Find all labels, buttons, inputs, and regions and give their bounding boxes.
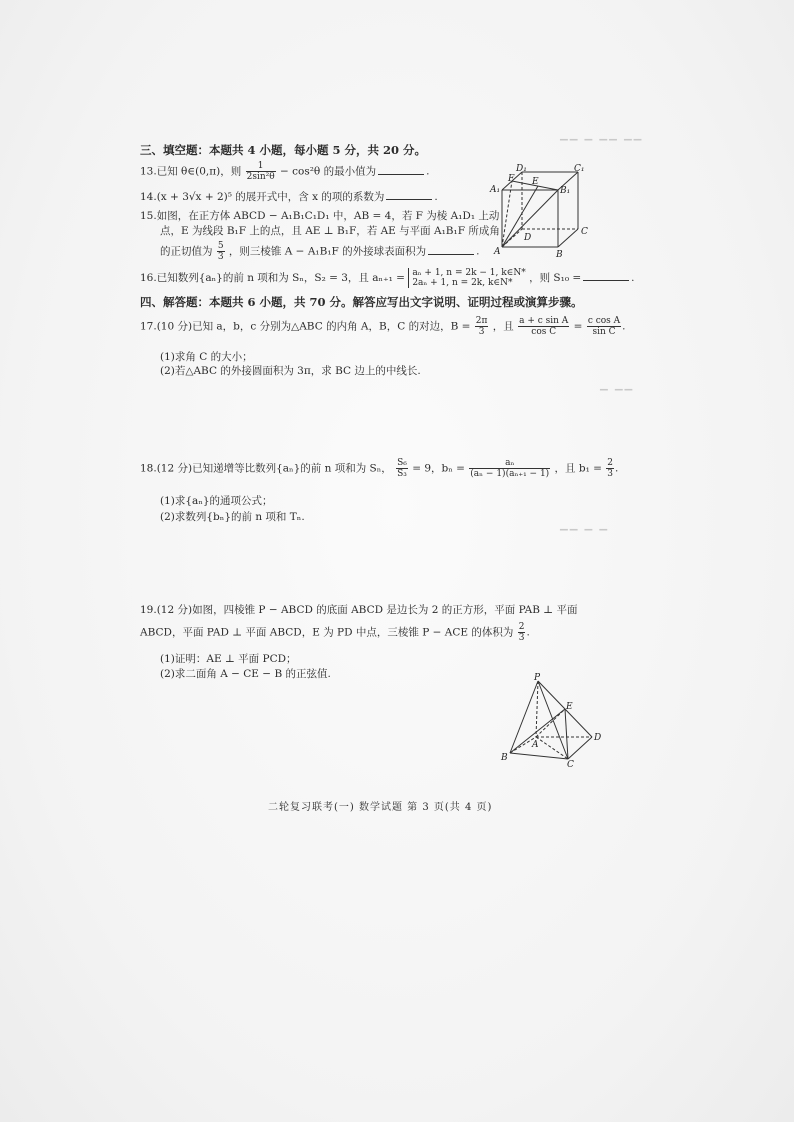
q18-fraction-b1: $\frac{2}{3}$	[607, 458, 614, 479]
q18-fraction-s: $\frac{\text{S₆}}{\text{S₃}}$	[397, 458, 407, 479]
q17-period: .	[622, 320, 626, 333]
question-17	[140, 316, 626, 337]
q17-fraction-b: $\frac{2\pi}{3}$	[475, 316, 488, 337]
question-15-line1: 15.如图，在正方体 ABCD − A₁B₁C₁D₁ 中，AB = 4，若 F 为棱 A₁D₁ 上动	[140, 210, 500, 222]
question-13: 13.已知 θ∈(0,π)，则 $\frac{1}{\text{2sin²θ}}$ − cos²θ 的最小值为 .	[140, 161, 430, 182]
cube-label-c: C	[581, 227, 588, 237]
question-18	[140, 458, 618, 479]
q13-text-b: − cos²θ 的最小值为	[279, 165, 377, 178]
q18-text-c: ，且 b₁ =	[554, 462, 602, 475]
pyramid-label-e: E	[566, 702, 573, 712]
q14-answer-blank	[386, 190, 432, 200]
pyramid-figure	[498, 673, 608, 768]
q13-text-a: 13.已知 θ∈(0,π)，则	[140, 165, 242, 178]
q19-fraction: $\frac{2}{3}$	[518, 622, 525, 643]
q18-fraction-bn: $\frac{\text{aₙ}}{\text{(aₙ − 1)(aₙ₊₁ − 1)}}$	[470, 458, 550, 479]
bleed-through-marks: ▁▁ ▁ ▁	[560, 520, 610, 531]
q17-text-b: ，且	[492, 320, 514, 333]
section3-header: 三、填空题：本题共 4 小题，每小题 5 分，共 20 分。	[140, 143, 427, 157]
section4-header: 四、解答题：本题共 6 小题，共 70 分。解答应写出文字说明、证明过程或演算步骤。	[140, 295, 583, 309]
q13-answer-blank	[378, 165, 424, 175]
q16-piecewise: aₙ + 1, n = 2k − 1, k∈N* 2aₙ + 1, n = 2k, k∈N*	[408, 268, 525, 288]
q16-text-b: ，则 S₁₀ =	[529, 272, 582, 284]
page-footer: 二轮复习联考(一) 数学试题 第 3 页(共 4 页)	[268, 802, 493, 813]
cube-label-c1: C₁	[574, 164, 585, 174]
bleed-through-marks: ▁▁ ▁ ▁▁ ▁▁	[560, 130, 644, 141]
q17-fraction-lhs: $\frac{\text{a + c sin A}}{\text{cos C}}$	[519, 316, 569, 337]
q18-part2: (2)求数列{bₙ}的前 n 项和 Tₙ.	[160, 511, 305, 523]
pyramid-label-d: D	[594, 733, 602, 743]
q15-answer-blank	[428, 245, 474, 255]
q18-part1: (1)求{aₙ}的通项公式；	[160, 495, 273, 507]
cube-label-b: B	[556, 250, 563, 260]
q15-text-b: ，则三棱锥 A − A₁B₁F 的外接球表面积为	[228, 245, 427, 258]
question-16: 16.已知数列{aₙ}的前 n 项和为 Sₙ，S₂ = 3，且 aₙ₊₁ = aₙ + 1, n = 2k − 1, k∈N* 2aₙ + 1, n = 2k, k∈N* ，则 S₁₀ = .	[140, 268, 635, 288]
question-15-line2: 点，E 为线段 B₁F 上的点，且 AE ⊥ B₁F，若 AE 与平面 A₁B₁F 所成角	[160, 225, 500, 237]
question-15-line3: 的正切值为 $\frac{5}{3}$ ，则三棱锥 A − A₁B₁F 的外接球表面积为 .	[160, 241, 480, 262]
q19-period: .	[526, 626, 530, 639]
pyramid-label-b: B	[501, 753, 508, 763]
cube-label-d: D	[524, 233, 532, 243]
cube-label-f: F	[508, 174, 515, 184]
q15-text-a: 的正切值为	[160, 245, 213, 258]
cube-label-a: A	[494, 247, 501, 257]
question-19-line1: 19.(12 分)如图，四棱锥 P − ABCD 的底面 ABCD 是边长为 2 的正方形，平面 PAB ⊥ 平面	[140, 604, 578, 616]
question-19-line2	[140, 622, 530, 643]
q19-part1: (1)证明：AE ⊥ 平面 PCD；	[160, 653, 297, 665]
q17-fraction-rhs: $\frac{\text{c cos A}}{\text{sin C}}$	[587, 316, 621, 337]
q17-part1: (1)求角 C 的大小；	[160, 351, 253, 363]
q13-fraction: $\frac{1}{\text{2sin²θ}}$	[246, 161, 275, 182]
q17-equals: =	[573, 320, 583, 333]
pyramid-label-p: P	[534, 673, 541, 683]
pyramid-label-a: A	[532, 740, 539, 750]
q15-fraction: $\frac{5}{3}$	[217, 241, 224, 262]
q18-text-a: 18.(12 分)已知递增等比数列{aₙ}的前 n 项和为 Sₙ，	[140, 462, 392, 475]
q14-text: 14.(x + 3√x + 2)⁵ 的展开式中，含 x 的项的系数为	[140, 191, 385, 203]
q17-text-a: 17.(10 分)已知 a，b，c 分别为△ABC 的内角 A，B，C 的对边，B =	[140, 320, 471, 333]
q16-text-a: 16.已知数列{aₙ}的前 n 项和为 Sₙ，S₂ = 3，且 aₙ₊₁ =	[140, 272, 405, 284]
bleed-through-marks: ▁ ▁▁	[600, 380, 635, 391]
pyramid-label-c: C	[567, 760, 574, 768]
q17-part2: (2)若△ABC 的外接圆面积为 3π，求 BC 边上的中线长.	[160, 365, 421, 377]
cube-label-e: E	[532, 177, 539, 187]
cube-label-d1: D₁	[516, 164, 527, 174]
q18-period: .	[615, 462, 619, 475]
cube-label-b1: B₁	[560, 186, 571, 196]
cube-label-a1: A₁	[490, 185, 501, 195]
q18-text-b: = 9，bₙ =	[412, 462, 465, 475]
cube-figure	[488, 162, 598, 282]
q19-part2: (2)求二面角 A − CE − B 的正弦值.	[160, 668, 331, 680]
q19-text-a: ABCD，平面 PAD ⊥ 平面 ABCD，E 为 PD 中点，三棱锥 P − ACE 的体积为	[140, 626, 514, 639]
question-14: 14.(x + 3√x + 2)⁵ 的展开式中，含 x 的项的系数为 .	[140, 191, 438, 203]
